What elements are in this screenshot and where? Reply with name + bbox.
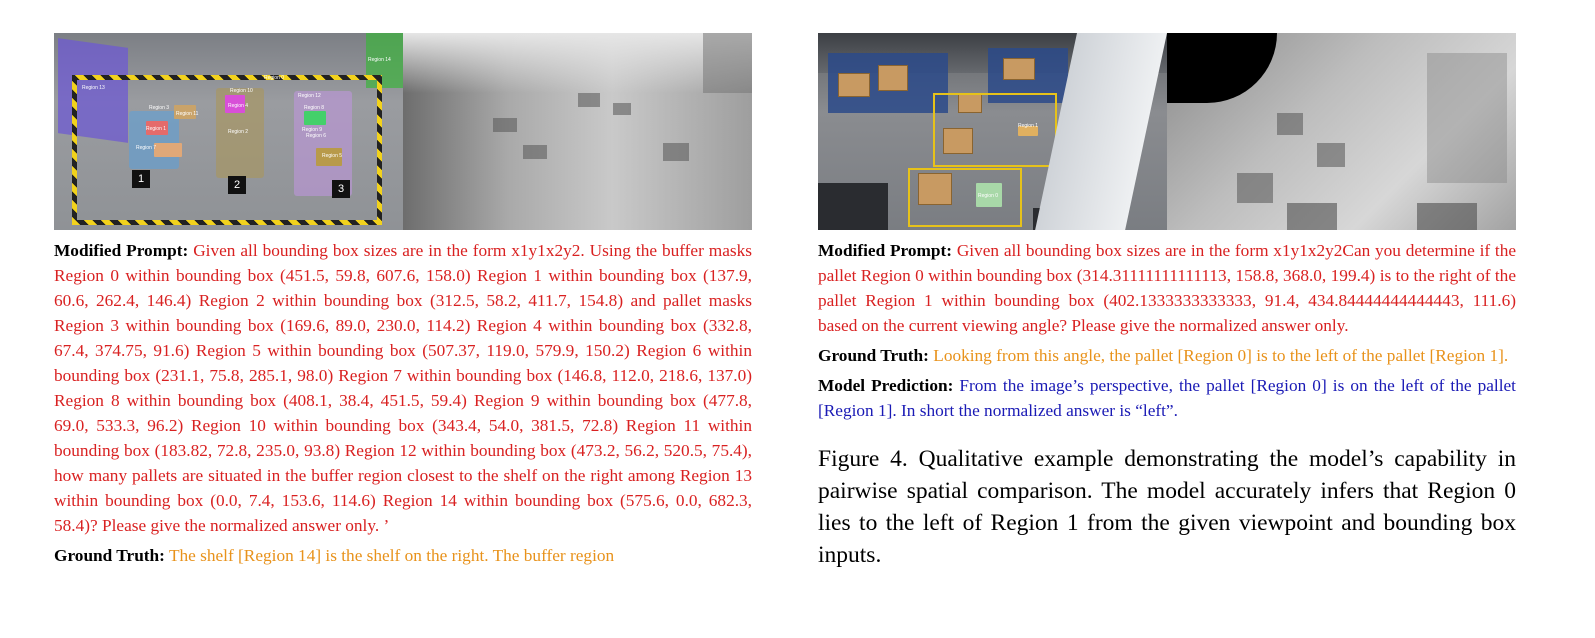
rgb-label: Region 3 [149, 105, 170, 111]
prompt-text: Given all bounding box sizes are in the form x1y1x2y2. Using the buffer masks Region 0 within bounding box (451.5, 59.8, 607.6, 158.0) Region 1 within bounding box (137.9, 60.6, 262.4, 146.4) Region 2 within bounding box (312.5, 58.2, 411.7, 154.8) and pallet masks Region 3 within bounding box (169.6, 89.0, 230.0, 114.2) Region 4 within bounding box (332.8, 67.4, 374.75, 91.6) Region 5 within bounding box (507.37, 119.0, 579.9, 150.2) Region 6 within bounding box (231.1, 75.8, 285.1, 98.0) Region 7 within bounding box (146.8, 112.0, 218.6, 137.0) Region 8 within bounding box (408.1, 38.4, 451.5, 59.4) Region 9 within bounding box (477.8, 69.0, 533.3, 96.2) Region 10 within bounding box (343.4, 54.0, 381.5, 72.8) Region 11 within bounding box (183.82, 72.8, 235.0, 93.8) Region 12 within bounding box (473.2, 56.2, 520.5, 75.4), how many pallets are situated in the buffer region closest to the shelf on the right among Region 13 within bounding box (0.0, 7.4, 153.6, 114.6) Region 14 within bounding box (575.6, 0.0, 682.3, 58.4)? Please give the normalized answer only. ’ [54, 241, 753, 535]
rgb-label: Region 6 [306, 133, 327, 139]
rgb-label: Region 1 [1018, 123, 1039, 129]
rgb-label: Region 4 [228, 103, 249, 109]
floor-number: 3 [332, 180, 350, 198]
right-depth-image [1167, 33, 1516, 230]
ground-truth-label: Ground Truth: [818, 346, 929, 365]
pallet-region-9 [304, 111, 326, 125]
prediction-label: Model Prediction: [818, 376, 954, 395]
figure-caption: Figure 4. Qualitative example demonstrating the model’s capability in pairwise spatial comparison. The model accurately infers that Region 0 lies to the left of Region 1 from the given viewpoint and bounding box inputs. [818, 446, 1516, 568]
rgb-label: Region 0 [978, 193, 999, 199]
prompt-label: Modified Prompt: [818, 241, 953, 260]
left-column [54, 33, 752, 573]
right-column [818, 33, 1516, 571]
modified-prompt [54, 238, 752, 538]
ground-truth-text: The shelf [Region 14] is the shelf on the right. The buffer region [168, 546, 615, 565]
prompt-label: Modified Prompt: [54, 241, 189, 260]
left-figure [54, 33, 752, 230]
left-text-block [54, 238, 752, 568]
left-rgb-image [54, 33, 403, 230]
rgb-label: Region 13 [82, 85, 105, 91]
ground-truth-label: Ground Truth: [54, 546, 165, 565]
ground-truth [54, 543, 752, 568]
right-text-block [818, 238, 1516, 423]
rgb-label: Region 8 [304, 105, 325, 111]
right-figure [818, 33, 1516, 230]
modified-prompt [818, 238, 1516, 338]
rgb-label: Region 14 [368, 57, 391, 63]
rgb-label: Region 1 [146, 126, 167, 132]
rgb-label: Region 0 [264, 75, 285, 81]
rgb-label: Region 10 [230, 88, 253, 94]
rgb-label: Region 11 [176, 111, 199, 117]
ground-truth-text: Looking from this angle, the pallet [Region 0] is to the left of the pallet [Region 1]. [933, 346, 1509, 365]
pallet-region-7 [154, 143, 182, 157]
rgb-label: Region 12 [298, 93, 321, 99]
floor-number: 1 [132, 170, 150, 188]
rgb-label: Region 7 [136, 145, 157, 151]
ground-truth [818, 343, 1516, 368]
buffer-region-1 [129, 111, 179, 169]
rgb-label: Region 9 [302, 127, 323, 133]
left-depth-image [403, 33, 752, 230]
prediction-text: From the image’s perspective, the pallet [Region 0] is on the left of the pallet [Region 1]. In short the normalized answer is “left”. [818, 376, 1516, 420]
prompt-text: Given all bounding box sizes are in the form x1y1x2y2Can you determine if the pallet Region 0 within bounding box (314.31111111111113, 158.8, 368.0, 199.4) is to the right of the pallet Region 1 within bounding box (402.1333333333333, 91.4, 434.84444444444443, 111.6) based on the current viewing angle? Please give the normalized answer only. [818, 241, 1517, 335]
rgb-label: Region 5 [322, 153, 343, 159]
right-rgb-image [818, 33, 1167, 230]
rgb-label: Region 2 [228, 129, 249, 135]
model-prediction [818, 373, 1516, 423]
floor-number: 2 [228, 176, 246, 194]
